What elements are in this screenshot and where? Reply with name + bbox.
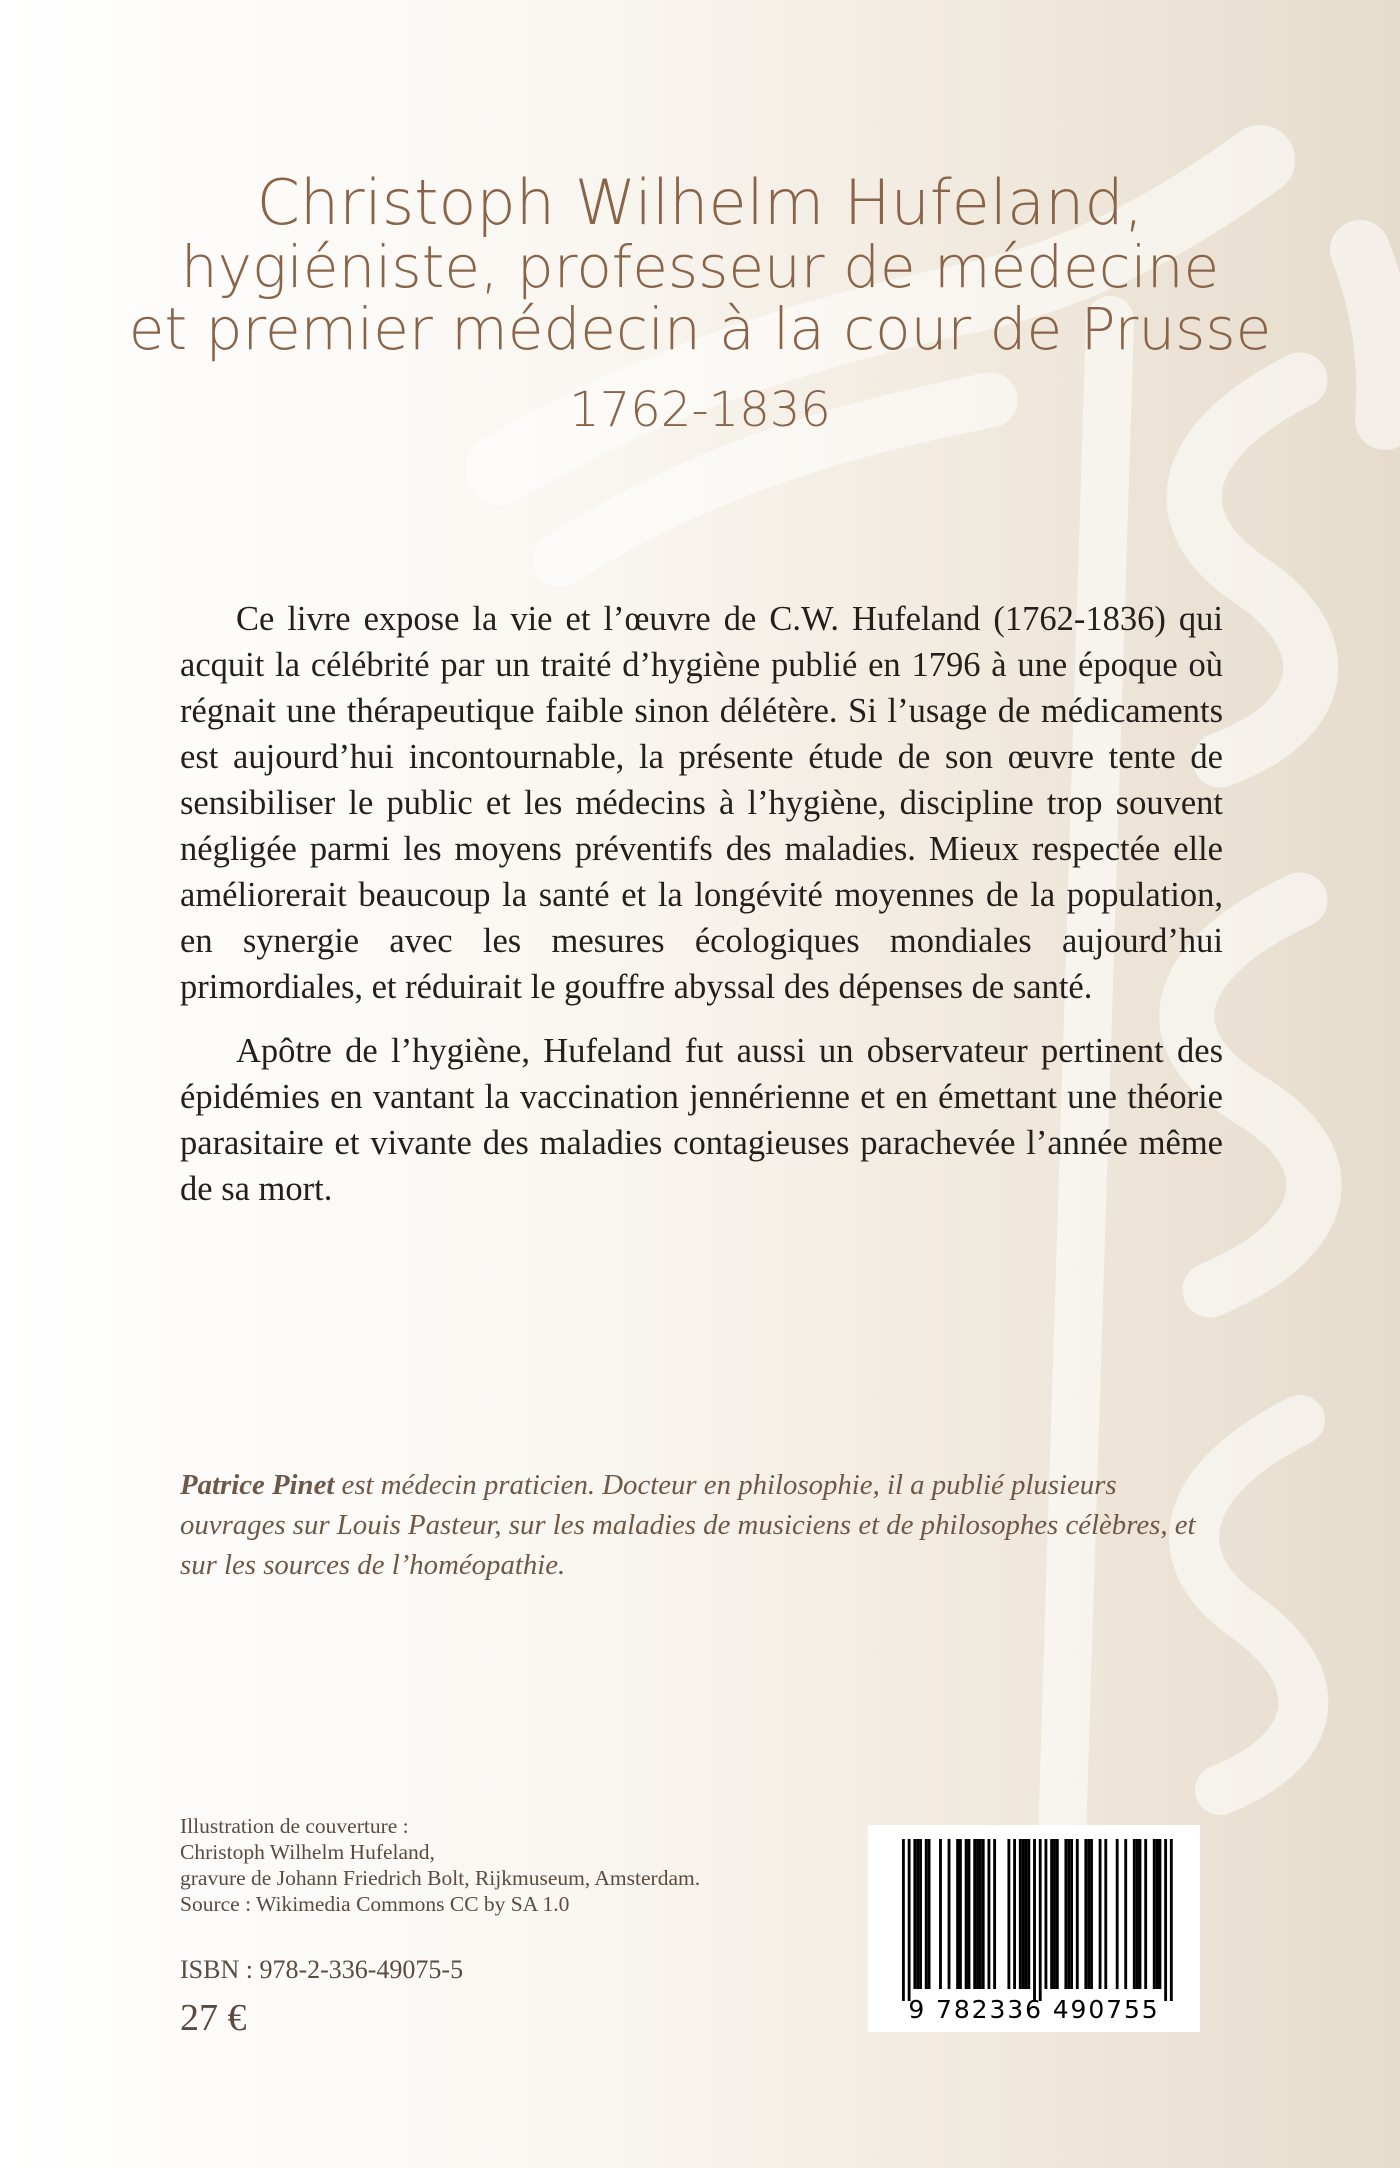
barcode-bar [1064,1839,1067,1989]
barcode-bar [976,1839,979,1989]
barcode-bar [959,1839,962,1989]
barcode-bar [1087,1839,1090,1989]
author-bio [180,1465,1223,1585]
barcode-bar [1124,1839,1127,1989]
barcode-bar [965,1839,968,1989]
barcode-bar [1139,1839,1142,1989]
book-title [120,166,1280,438]
credit-line-3: gravure de Johann Friedrich Bolt, Rijkmuseum, Amsterdam. [180,1866,701,1890]
barcode-digits: 9 782336 490755 [908,1995,1160,2024]
barcode-bar [1170,1839,1173,2001]
author-name: Patrice Pinet [180,1469,335,1501]
isbn: ISBN : 978-2-336-49075-5 [180,1955,464,1984]
barcode-bar [979,1839,982,1989]
barcode-bar [1067,1839,1070,1989]
title-line-2: hygiéniste, professeur de médecine [180,233,1220,301]
barcode-bar [1076,1839,1079,1989]
barcode-bar [1007,1839,1010,1989]
credit-line-1: Illustration de couverture : [180,1814,409,1838]
credit-line-4: Source : Wikimedia Commons CC by SA 1.0 [180,1892,570,1916]
barcode-bar [1133,1839,1136,1989]
title-line-3: et premier médecin à la cour de Prusse [128,295,1272,363]
barcode-bar [1056,1839,1059,1989]
barcode-bar [982,1839,985,1989]
barcode-bar [1025,1839,1028,1989]
barcode-bar [1104,1839,1107,1989]
barcode-bar [1050,1839,1053,1989]
summary-paragraph-2: Apôtre de l’hygiène, Hufeland fut aussi un observateur pertinent des épidémies en vantant la vaccination jennérienne et en émettant une théorie parasitaire et vivante des maladies contagieuses parachevée l’année même de sa mort. [180,1032,1223,1208]
barcode-bar [919,1839,922,1989]
barcode-bar [928,1839,931,1989]
barcode-bar [1039,1839,1042,2001]
barcode-bar [1045,1839,1048,1989]
barcode-bar [1136,1839,1139,1989]
barcode-bar [913,1839,916,1989]
barcode-bar [973,1839,976,1989]
barcode-bar [1013,1839,1016,1989]
barcode-bar [1116,1839,1119,1989]
barcode-bar [948,1839,951,1989]
barcode-bar [916,1839,919,1989]
title-dates: 1762-1836 [569,382,831,438]
barcode-bar [1090,1839,1093,1989]
barcode-bar [1084,1839,1087,1989]
barcode-bar [1164,1839,1167,2001]
barcode-bar [908,1839,911,2001]
barcode-bar [1156,1839,1159,1989]
title-line-1: Christoph Wilhelm Hufeland, [256,166,1144,239]
illustration-credits [180,1813,700,1917]
barcode-bar [1033,1839,1036,2001]
barcode-bar [1022,1839,1025,1989]
barcode-bar [939,1839,942,1989]
barcode-bar [968,1839,971,1989]
barcode-bar [1070,1839,1073,1989]
barcode-bar [988,1839,991,1989]
barcode-bar [925,1839,928,1989]
barcode-bar [902,1839,905,2001]
barcode-bar [1053,1839,1056,1989]
barcode-bar [1144,1839,1147,1989]
barcode-bar [1099,1839,1102,1989]
book-summary [180,596,1223,1230]
barcode-bar [1019,1839,1022,1989]
summary-paragraph-1: Ce livre expose la vie et l’œuvre de C.W. Hufeland (1762-1836) qui acquit la célébrité par un traité d’hygiène publié en 1796 à une époque où régnait une thérapeutique faible sinon délétère. Si l’usage de médicaments est aujourd’hui incontournable, la présente étude de son œuvre tente de sensibiliser le public et les médecins à l’hygiène, discipline trop souvent négligée parmi les moyens préventifs des maladies. Mieux respectée elle améliorerait beaucoup la santé et la longévité moyennes de la population, en synergie avec les mesures écologiques mondiales aujourd’hui primordiales, et réduirait le gouffre abyssal des dépenses de santé. [180,600,1223,1006]
barcode-bar [993,1839,996,1989]
barcode-bar [1159,1839,1162,1989]
barcode-bar [1153,1839,1156,1989]
barcode-bar [1027,1839,1030,1989]
author-bio-text: est médecin praticien. Docteur en philosophie, il a publié plusieurs ouvrages sur Louis Pasteur, sur les maladies de musiciens et de philosophes célèbres, et sur les sources de l’homéopathie. [180,1469,1196,1581]
credit-line-2: Christoph Wilhelm Hufeland, [180,1840,435,1864]
barcode-bar [956,1839,959,1989]
price: 27 € [180,1997,247,2039]
